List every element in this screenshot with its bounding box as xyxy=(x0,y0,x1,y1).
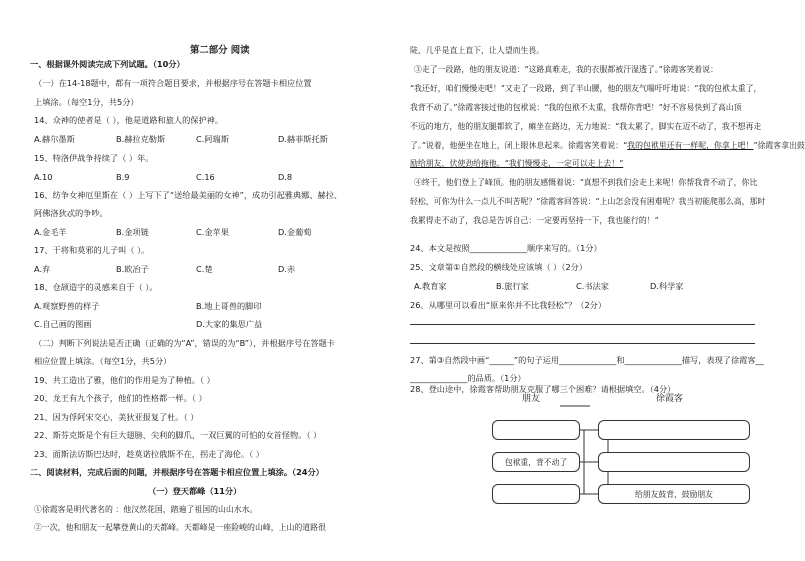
underlined-sentence-part2: 励给朋友，伏使劲给拖他。“我们慢慢走，一定可以走上去！” xyxy=(410,159,624,168)
question-16-line1: 16、纺争女神厄里斯在（ ）上写下了“送给最美丽的女神”，成功引起雅典娜、赫拉、 xyxy=(34,190,343,200)
passage-para-2: ②一次，他和朋友一起攀登黄山的天都峰。天都峰是一座险峻的山峰，上山的道路很 xyxy=(34,523,326,532)
underlined-sentence-part1: 我的包袱里还有一样呢，你拿上吧！ xyxy=(627,141,754,150)
passage-line-2: ③走了一段路，他的朋友说道：“这路真难走，我的衣服都被汗湿透了。”徐霞客笑着说： xyxy=(414,65,718,74)
question-14: 14、众神的使者是（ ），他是道路和旅人的保护神。 xyxy=(34,115,224,125)
q17-option-a: A.弃 xyxy=(34,264,51,274)
passage-para-1: ①徐霞客是明代著名的 ：他汉然花国，踏遍了祖国的山山水水。 xyxy=(34,505,258,514)
passage-line-5: 不远的地方，他的朋友腿都软了，瘫坐在路边，无力地说：“我太累了，脚实在迈不动了，我不想再走 xyxy=(410,122,762,131)
label-xu-xiake: 徐霞客 xyxy=(656,394,684,404)
q25-option-b: B.旅行家 xyxy=(496,281,529,291)
question-18: 18、仓颉造字的灵感来自于（ ）。 xyxy=(34,282,158,292)
q17-option-c: C.楚 xyxy=(196,264,213,274)
passage-line-9: 轻松，可你为什么一点儿不叫苦呢？”徐霞客回答说：“上山怎会没有困难呢？我当初能爬那么高，那时 xyxy=(410,197,766,206)
part1-sub2-line1: （二）判断下列说法是否正确（正确的为“A”，错误的为“B”），并根据序号在答题卡 xyxy=(34,338,335,348)
q15-option-d: D.8 xyxy=(278,172,293,182)
q17-option-d: D.赤 xyxy=(278,264,296,274)
question-21: 21、因为俘阿宋交心，美狄亚报复了杜。（ ） xyxy=(34,412,199,422)
part1-sub1-line2: 上填涂。（每空1分，共5分） xyxy=(34,97,139,107)
part2-heading: 二、阅读材料，完成后面的问题，并根据序号在答题卡相应位置上填涂。（24分） xyxy=(30,467,324,477)
part1-heading: 一、根据课外阅读完成下列试题。（10分） xyxy=(30,59,185,69)
section-title: 第二部分 阅读 xyxy=(190,45,250,56)
help-diagram xyxy=(490,394,750,528)
passage-line-6-start: 了。”说着，他便坐在地上，闭上眼休息起来。徐霞客笑着说：“ xyxy=(410,141,628,150)
q25-option-d: D.科学家 xyxy=(650,281,684,291)
passage-line-6-end: ”徐霞客拿出鼓 xyxy=(753,141,805,150)
friend-difficulty-box-3[interactable] xyxy=(492,484,580,504)
friend-difficulty-box-1[interactable] xyxy=(492,420,580,440)
question-26: 26、从哪里可以看出“原来你并不比我轻松”？（2分） xyxy=(410,300,607,310)
q18-option-c: C.自己画的图画 xyxy=(34,319,92,329)
q14-option-a: A.赫尔墨斯 xyxy=(34,134,75,144)
q14-option-d: D.赫菲斯托斯 xyxy=(278,134,328,144)
q18-option-d: D.大家的集思广益 xyxy=(196,319,263,329)
question-16-line2: 阿佛洛狄忒的争吵。 xyxy=(34,208,108,218)
q14-option-b: B.赫拉克勒斯 xyxy=(116,134,166,144)
xu-help-box-2[interactable] xyxy=(598,452,750,472)
q18-option-a: A.观察野兽的样子 xyxy=(34,301,100,311)
passage-line-3: “我还好，咱们慢慢走吧！”又走了一段路，到了半山腰，他的朋友气喘吁吁地说：“我的包袱太重了， xyxy=(410,84,762,93)
q15-option-a: A.10 xyxy=(34,172,53,182)
answer-line-2[interactable] xyxy=(410,343,755,344)
passage-title: （一）登天都峰（11分） xyxy=(148,486,242,496)
passage-line-10: 我累得走不动了，我总是告诉自己：一定要再坚持一下，我也能行的！” xyxy=(410,216,659,225)
q17-option-b: B.欧冶子 xyxy=(116,264,149,274)
question-24: 24、本文是按照______________顺序来写的。（1分） xyxy=(410,243,602,253)
xu-help-box-1[interactable] xyxy=(598,420,750,440)
question-23: 23、面斯法访斯巴达时，趁莫诺拉俄斯不在，拐走了海伦。（ ） xyxy=(34,449,264,459)
q15-option-c: C.16 xyxy=(196,172,215,182)
question-27-line2: ______________的品质。（1分） xyxy=(410,373,526,383)
answer-line-1[interactable] xyxy=(410,324,755,325)
question-20: 20、龙王有九个孩子，他们的性格都一样。（ ） xyxy=(34,393,207,403)
q14-option-c: C.阿瑞斯 xyxy=(196,134,229,144)
q16-option-b: B.金项链 xyxy=(116,227,149,237)
q25-option-c: C.书法家 xyxy=(576,281,609,291)
q25-option-a: A.教育家 xyxy=(414,281,447,291)
passage-line-1: 陡，几乎是直上直下，让人望而生畏。 xyxy=(410,46,545,55)
passage-line-6 xyxy=(410,140,805,151)
q15-option-b: B.9 xyxy=(116,172,130,182)
question-27-line1: 27、第③自然段中画“______”的句子运用______________和______________描写，表现了徐霞客__ xyxy=(410,355,764,365)
part1-sub1-line1: （一）在14-18题中，都有一项符合题目要求，并根据序号在答题卡相应位置 xyxy=(34,78,312,88)
part1-sub2-line2: 相应位置上填涂。（每空1分，共5分） xyxy=(34,356,172,366)
q16-option-a: A.金毛羊 xyxy=(34,227,67,237)
q16-option-d: D.金葡萄 xyxy=(278,227,312,237)
question-22: 22、斯芬克斯是个有巨大翅膀、尖利的脚爪、一双巨翼的可怕的女首怪物。（ ） xyxy=(34,430,322,440)
question-19: 19、共工造出了雅，他们的作用是为了种植。（ ） xyxy=(34,375,215,385)
question-17: 17、干将和莫邪的儿子叫（ ）。 xyxy=(34,245,150,255)
question-28: 28、登山途中，徐霞客帮助朋友克服了哪三个困难？请根据填空。（4分） xyxy=(410,384,676,394)
passage-line-8: ④终于，他们登上了峰顶。他的朋友感慨着说：“真想不到我们会走上来呢！你帮我背不动了，你比 xyxy=(414,178,758,187)
label-friend: 朋友 xyxy=(522,394,541,404)
passage-line-4: 我背不动了。”徐霞客接过他的包袱说：“我的包袱不太重，我帮你背吧！”好不容易快到了高山顶 xyxy=(410,103,742,112)
q16-option-c: C.金苹果 xyxy=(196,227,229,237)
friend-difficulty-box-2: 包袱重，背不动了 xyxy=(492,452,580,472)
xu-help-box-3: 给朋友鼓背，鼓励朋友 xyxy=(598,484,750,504)
question-15: 15、特洛伊战争持续了（ ）年。 xyxy=(34,153,154,163)
q18-option-b: B.地上哥兽的脚印 xyxy=(196,301,262,311)
question-25: 25、文章第①自然段的横线处应该填（ ）（2分） xyxy=(410,262,588,272)
